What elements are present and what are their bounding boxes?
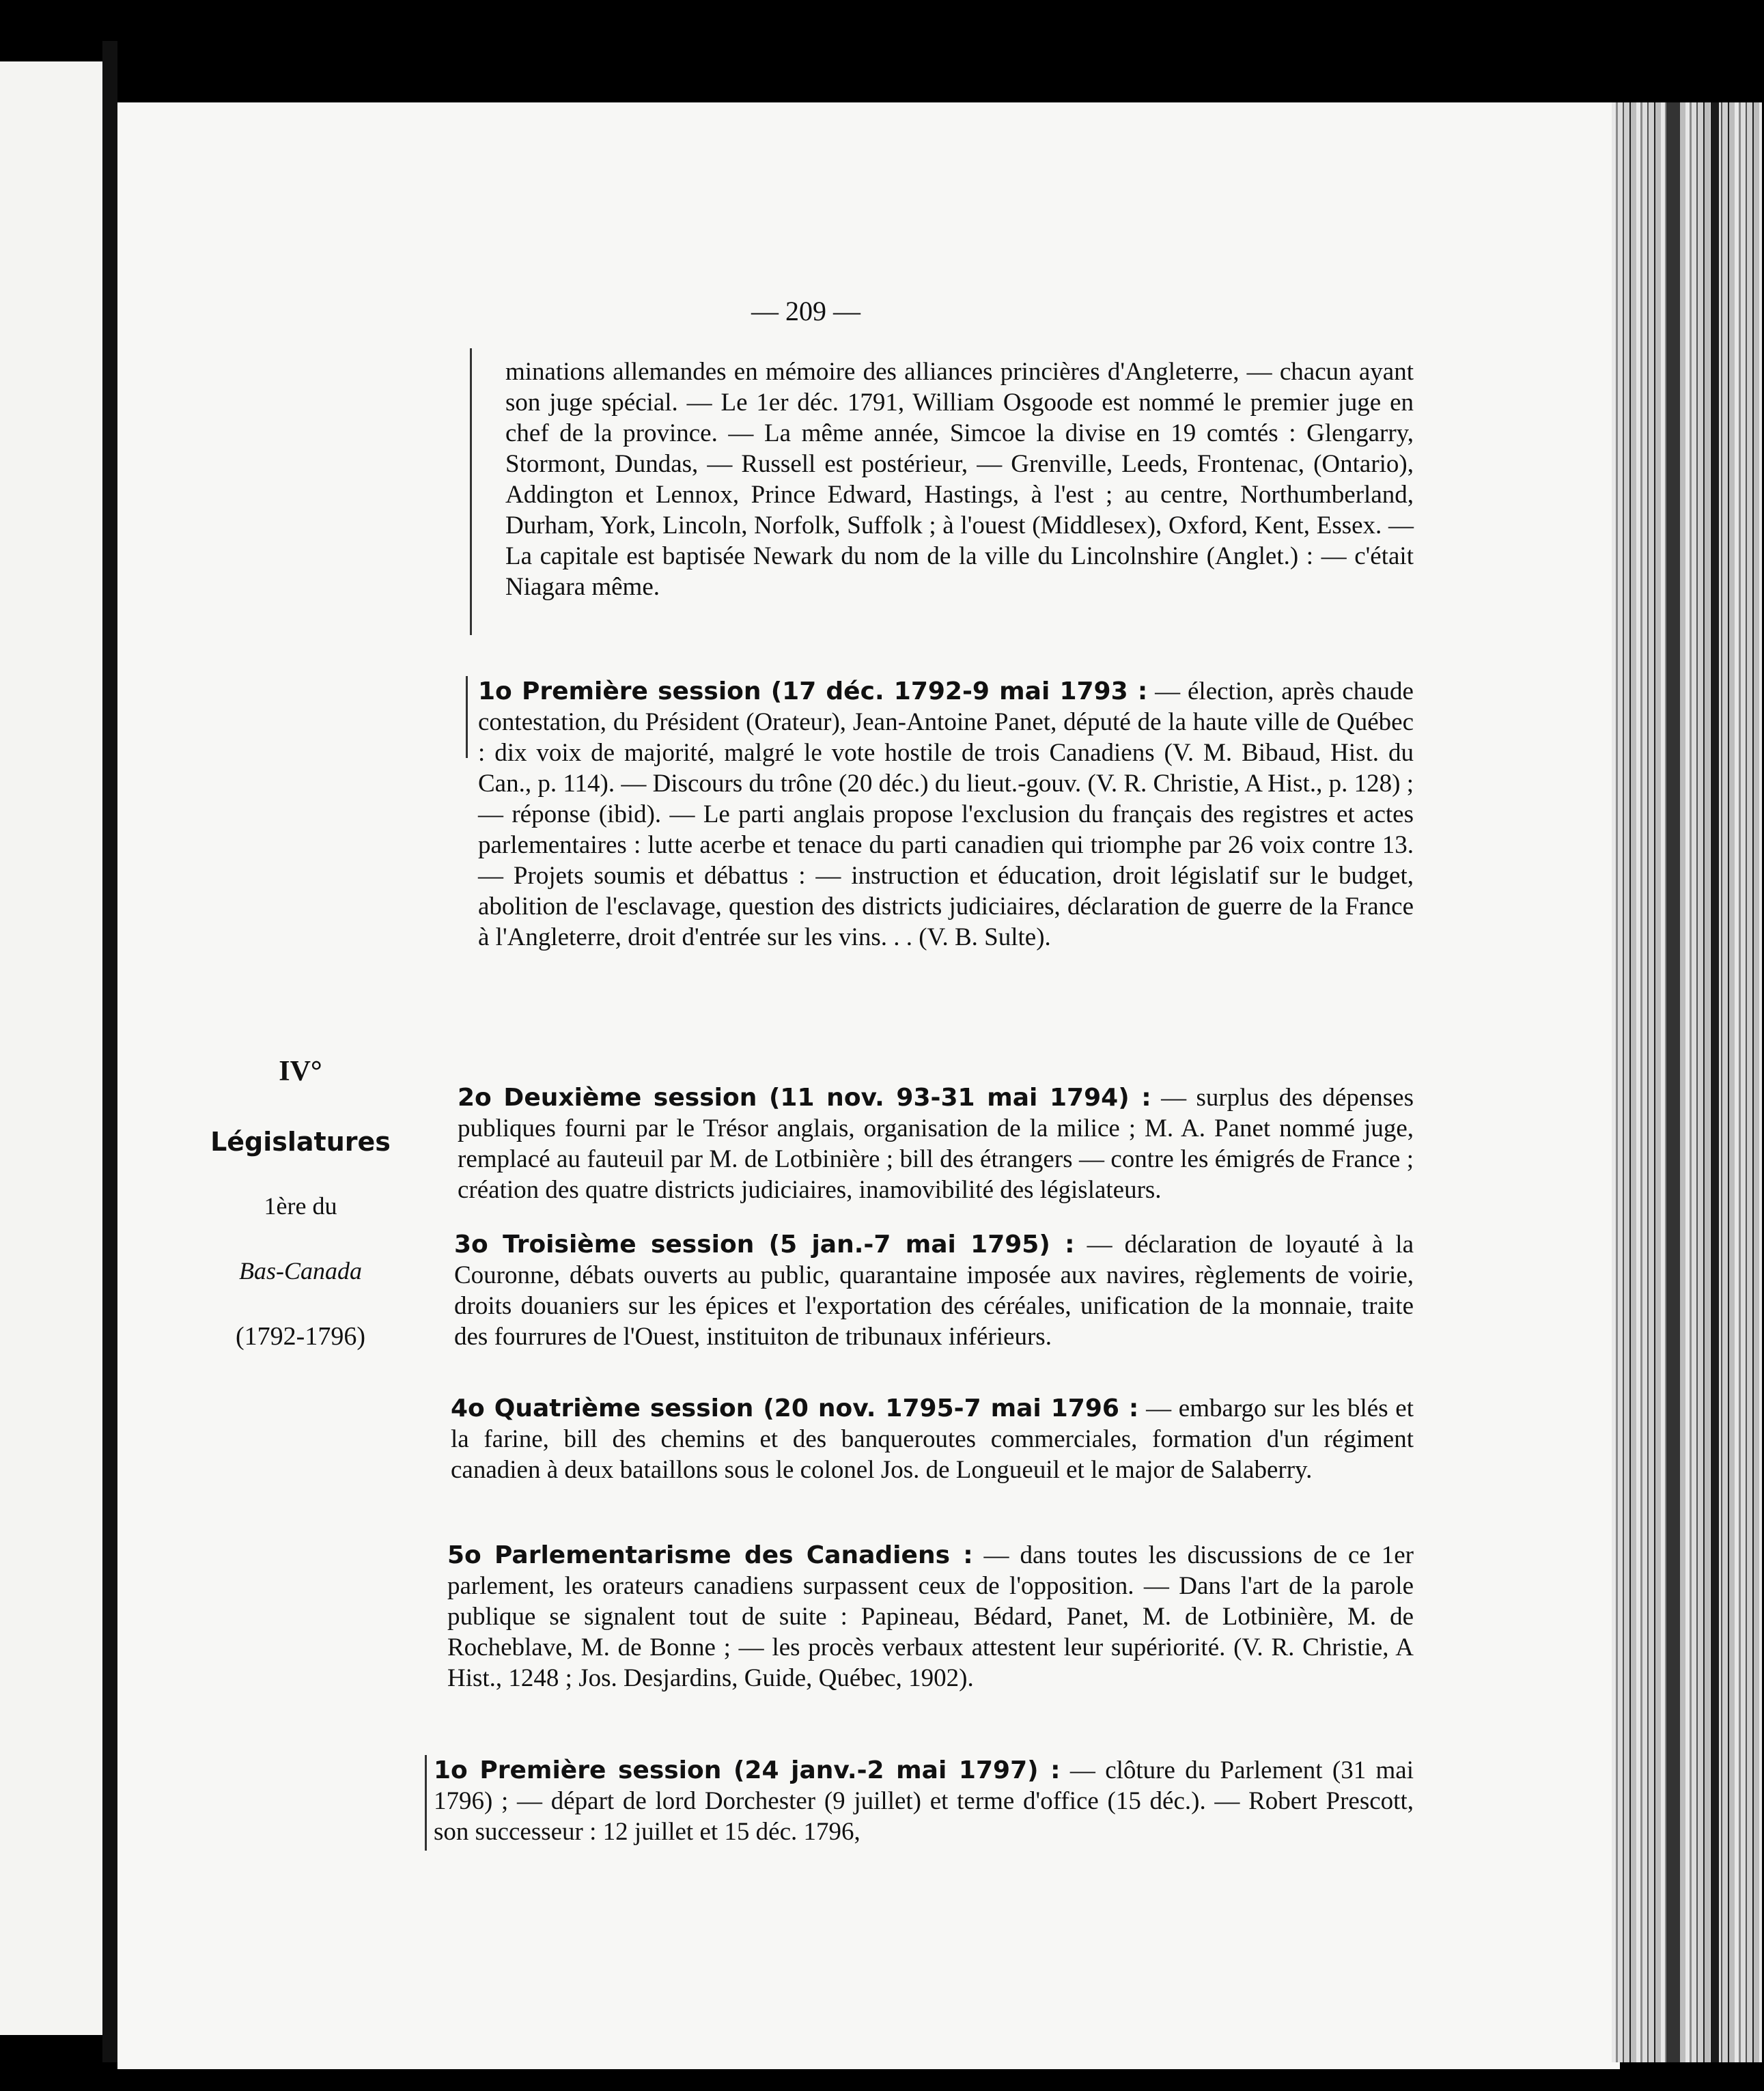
page-edge-shadow	[1666, 102, 1680, 2062]
session-heading: 1o Première session (24 janv.-2 mai 1797) :	[434, 1756, 1061, 1784]
session-heading: 4o Quatrième session (20 nov. 1795-7 mai 1796 :	[451, 1394, 1139, 1422]
session-entry	[458, 1082, 1414, 1205]
session-entry	[478, 676, 1414, 953]
margin-number: IV°	[279, 1056, 322, 1087]
session-text: — surplus des dépenses publiques fourni par le Trésor anglais, organisation de la milice ; M. A. Panet nommé juge, remplacé au fauteuil par M. de Lotbinière ; bill des étrangers — contre les émigrés de France ; création des quatre districts judiciaires, inamovibilité des législateurs.	[458, 1084, 1414, 1204]
facing-page-edge	[0, 61, 102, 2035]
margin-subheading: 1ère du	[264, 1192, 337, 1220]
session-text: — embargo sur les blés et la farine, bill des chemins et des banqueroutes commerciales, formation d'un régiment canadien à deux bataillons sous le colonel Jos. de Longueuil et le major de Salaberry.	[451, 1394, 1414, 1484]
margin-rule	[425, 1755, 427, 1851]
session-entry	[447, 1540, 1414, 1694]
margin-rule	[470, 348, 472, 635]
session-heading: 2o Deuxième session (11 nov. 93-31 mai 1794) :	[458, 1084, 1151, 1112]
margin-subheading: Bas-Canada	[239, 1257, 362, 1285]
margin-rule	[466, 676, 468, 758]
session-entry	[434, 1755, 1414, 1847]
margin-heading: Législatures	[210, 1127, 391, 1157]
session-text: — clôture du Parlement (31 mai 1796) ; — départ de lord Dorchester (9 juillet) et terme d'office (15 déc.). — Robert Prescott, son successeur : 12 juillet et 15 déc. 1796,	[434, 1756, 1414, 1846]
session-text: — dans toutes les discussions de ce 1er parlement, les orateurs canadiens surpassent ceux de l'opposition. — Dans l'art de la parole publique se signalent tout de suite : Papineau, Bédard, Panet, M. de Lotbinière, M. de Rocheblave, M. de Bonne ; — les procès verbaux attestent leur supériorité. (V. R. Christie, A Hist., 1248 ; Jos. Desjardins, Guide, Québec, 1902).	[447, 1541, 1414, 1692]
session-heading: 3o Troisième session (5 jan.-7 mai 1795) :	[454, 1231, 1075, 1259]
session-heading: 1o Première session (17 déc. 1792-9 mai 1793 :	[478, 677, 1148, 705]
margin-dates: (1792-1796)	[236, 1322, 365, 1351]
page-edges	[1612, 102, 1762, 2062]
session-entry	[451, 1393, 1414, 1485]
page-number: — 209 —	[751, 296, 860, 326]
session-entry	[454, 1229, 1414, 1352]
session-text: — élection, après chaude contestation, du Président (Orateur), Jean-Antoine Panet, député de la haute ville de Québec : dix voix de majorité, malgré le vote hostile de trois Canadiens (V. M. Bibaud, Hist. du Can., p. 114). — Discours du trône (20 déc.) du lieut.-gouv. (V. R. Christie, A Hist., p. 128) ; — réponse (ibid). — Le parti anglais propose l'exclusion du français des registres et actes parlementaires : lutte acerbe et tenace du parti canadien qui triomphe par 26 voix contre 13. — Projets soumis et débattus : — instruction et éducation, droit législatif sur le budget, abolition de l'esclavage, question des districts judiciaires, déclaration de guerre de la France à l'Angleterre, droit d'entrée sur les vins. . . (V. B. Sulte).	[478, 677, 1414, 951]
book-gutter	[102, 41, 117, 2062]
intro-paragraph: minations allemandes en mémoire des alliances princières d'Angleterre, — chacun ayant son juge spécial. — Le 1er déc. 1791, William Osgoode est nommé le premier juge en chef de la province. — La même année, Simcoe la divise en 19 comtés : Glengarry, Stormont, Dundas, — Russell est postérieur, — Grenville, Leeds, Frontenac, (Ontario), Addington et Lennox, Prince Edward, Hastings, à l'est ; au centre, Northumberland, Durham, York, Lincoln, Norfolk, Suffolk ; à l'ouest (Middlesex), Oxford, Kent, Essex. — La capitale est baptisée Newark du nom de la ville du Lincolnshire (Anglet.) : — c'était Niagara même.	[505, 358, 1414, 601]
session-text: — déclaration de loyauté à la Couronne, débats ouverts au public, quarantaine imposée aux navires, règlements de voirie, droits douaniers sur les épices et l'exportation des céréales, unification de la monnaie, traite des fourrures de l'Ouest, instituiton de tribunaux inférieurs.	[454, 1231, 1414, 1351]
session-heading: 5o Parlementarisme des Canadiens :	[447, 1541, 973, 1569]
page-edge-shadow	[1711, 102, 1719, 2062]
